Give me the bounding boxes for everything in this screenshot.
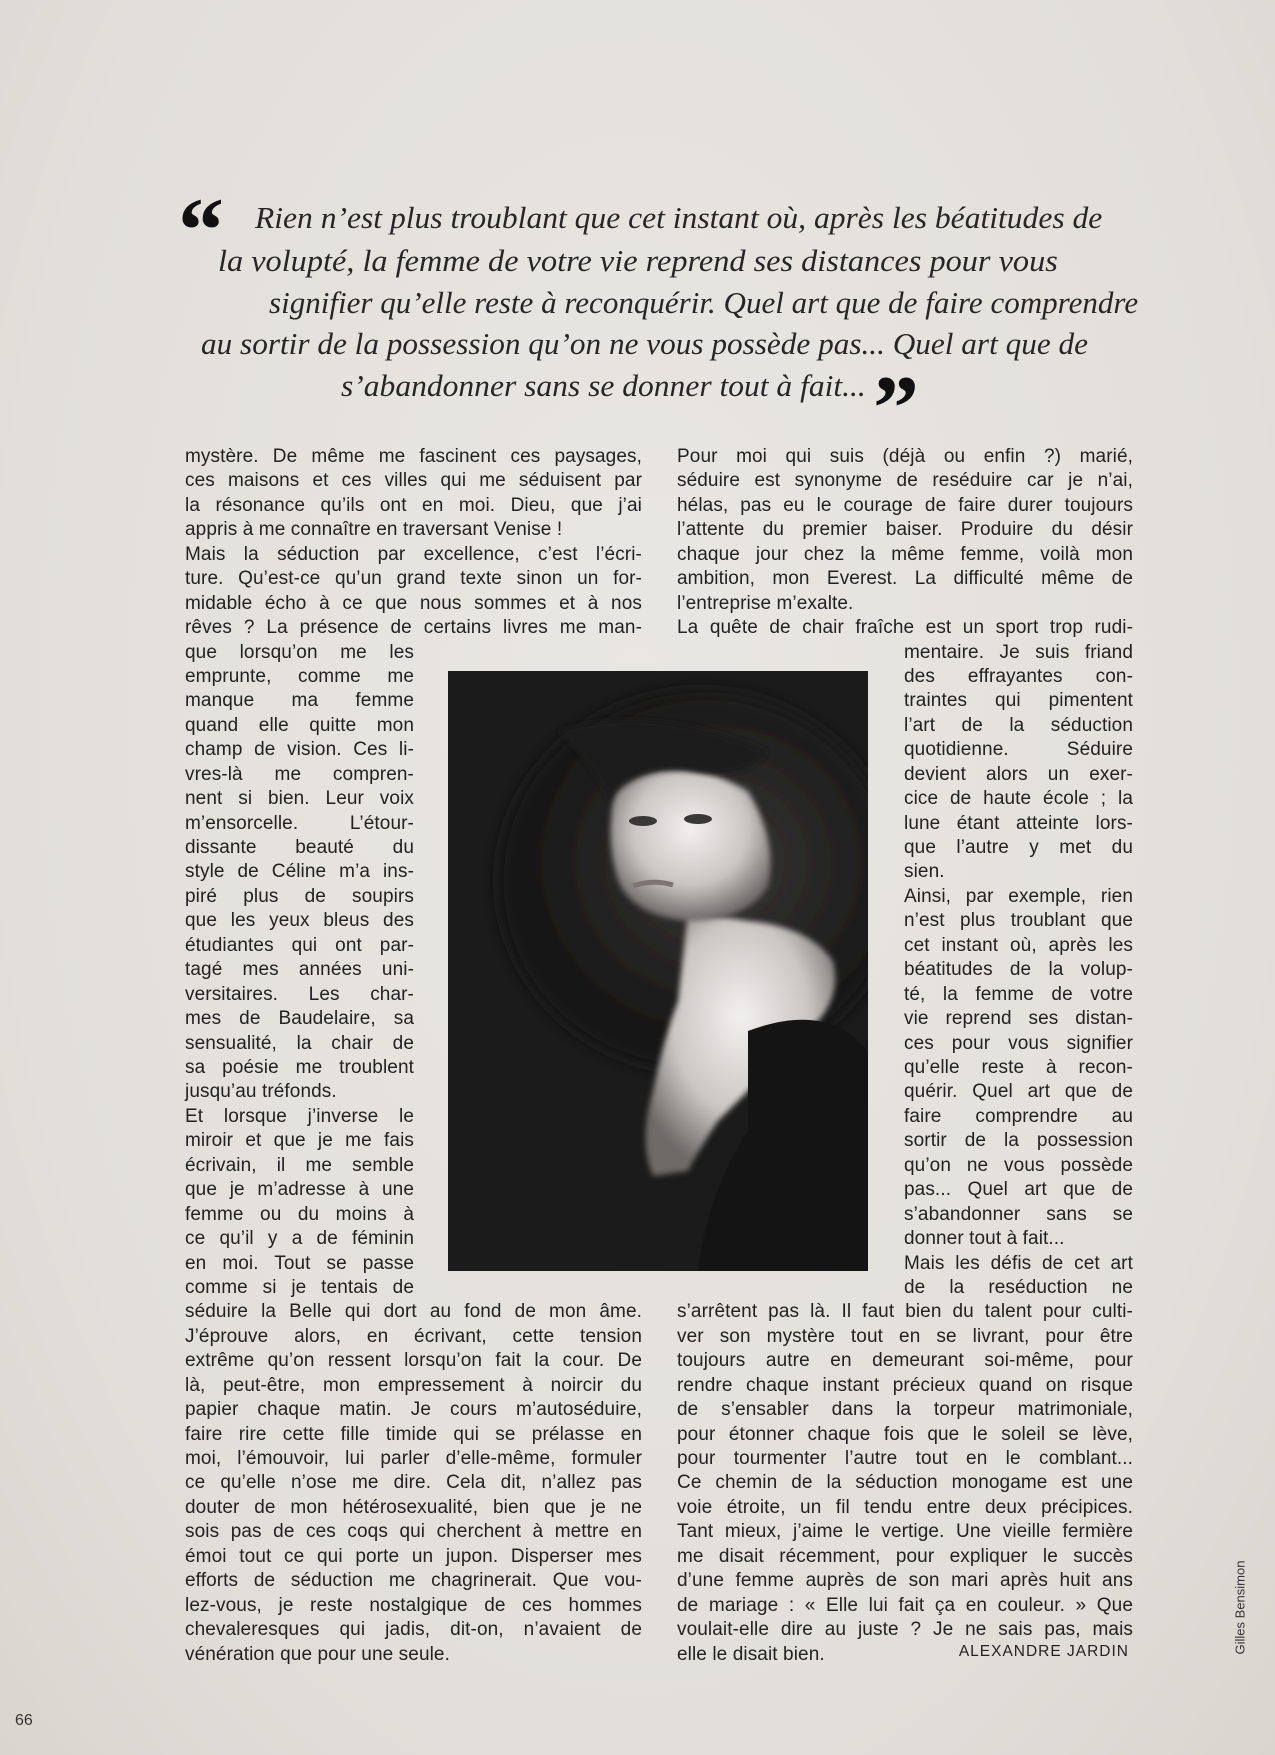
text-line: J’éprouve alors, en écrivant, cette tension <box>185 1325 642 1347</box>
text-line: s’abandonner sans se <box>904 1203 1133 1225</box>
text-line: l’entreprise m’exalte. <box>677 592 854 614</box>
text-line: hélas, pas eu le courage de faire durer toujours <box>677 494 1133 516</box>
text-line: rêves ? La présence de certains livres me man- <box>185 617 642 639</box>
text-line: té, la femme de votre <box>904 983 1133 1005</box>
text-line: champ de vision. Ces li- <box>185 739 414 761</box>
text-line: piré plus de soupirs <box>185 885 414 907</box>
text-line: des effrayantes con- <box>904 665 1133 687</box>
pull-quote-line: au sortir de la possession qu’on ne vous possède pas... Quel art que de <box>201 326 1088 361</box>
text-line: écrivain, il me semble <box>185 1154 414 1176</box>
text-line: n’est plus troublant que <box>904 910 1133 932</box>
text-line: vres-là me compren- <box>185 763 414 785</box>
text-line: en moi. Tout se passe <box>185 1252 414 1274</box>
text-line: l’attente du premier baiser. Produire du désir <box>677 519 1133 541</box>
text-line: pas... Quel art que de <box>904 1179 1133 1201</box>
text-line: m’ensorcelle. L’étour- <box>185 812 414 834</box>
portrait-photo <box>448 671 868 1271</box>
text-line: traintes qui pimentent <box>904 690 1133 712</box>
text-line: appris à me connaître en traversant Venise ! <box>185 519 563 541</box>
text-line: chevaleresques qui jadis, dit-on, n’avaient de <box>185 1619 642 1641</box>
text-line: émoi tout ce qui porte un jupon. Disperser mes <box>185 1545 642 1567</box>
page-number: 66 <box>15 1712 33 1729</box>
text-line: faire rire cette fille timide qui se prélasse en <box>185 1423 642 1445</box>
text-line: que lorsqu’on me les <box>185 641 414 663</box>
text-line: Ainsi, par exemple, rien <box>904 885 1133 907</box>
text-line: Pour moi qui suis (déjà ou enfin ?) marié, <box>677 446 1133 467</box>
text-line: me disait récemment, pour expliquer le succès <box>677 1545 1133 1567</box>
text-line: ce qu’il y a de féminin <box>185 1228 414 1250</box>
text-line: de s’ensabler dans la torpeur matrimoniale, <box>677 1399 1133 1421</box>
text-line: que les yeux bleus des <box>185 910 414 932</box>
text-line: versitaires. Les char- <box>185 983 414 1005</box>
text-line: midable écho à ce que nous sommes et à nos <box>185 592 642 614</box>
text-line: quotidienne. Séduire <box>904 739 1133 761</box>
text-line: séduire la Belle qui dort au fond de mon âme. <box>185 1301 642 1323</box>
text-line: Et lorsque j’inverse le <box>185 1105 414 1127</box>
text-line: extrême qu’on ressent lorsqu’on fait la cour. De <box>185 1350 642 1372</box>
text-line: de la reséduction ne <box>904 1276 1133 1298</box>
text-line: sois pas de ces coqs qui cherchent à mettre en <box>185 1521 642 1543</box>
text-line: cice de haute école ; la <box>904 788 1133 810</box>
text-line: l’art de la séduction <box>904 714 1133 736</box>
text-line: dissante beauté du <box>185 837 414 859</box>
text-line: de mariage : « Elle lui fait ça en couleur. » Que <box>677 1594 1133 1616</box>
text-line: rendre chaque instant précieux quand on risque <box>677 1374 1133 1396</box>
text-line: sortir de la possession <box>904 1130 1133 1152</box>
text-line: lune étant atteinte lors- <box>904 812 1133 834</box>
text-line: ver son mystère tout en se livrant, pour être <box>677 1325 1133 1347</box>
text-line: ces maisons et ces villes qui me séduisent par <box>185 470 642 492</box>
text-line: ture. Qu’est-ce qu’un grand texte sinon un for- <box>185 568 642 590</box>
text-line: manque ma femme <box>185 690 414 712</box>
text-line: sien. <box>904 861 945 883</box>
text-line: qu’on ne vous possède <box>904 1154 1133 1176</box>
text-line: étudiantes qui ont par- <box>185 934 414 956</box>
text-line: cet instant où, après les <box>904 934 1133 956</box>
close-quote-mark: ” <box>873 357 919 459</box>
pull-quote-line: la volupté, la femme de votre vie reprend ses distances pour vous <box>218 243 1058 278</box>
text-line: voulait-elle dire au juste ? Je ne sais pas, mais <box>677 1619 1133 1641</box>
text-line: devient alors un exer- <box>904 763 1133 785</box>
text-line: nent si bien. Leur voix <box>185 788 414 810</box>
text-line: vénération que pour une seule. <box>185 1643 450 1665</box>
pull-quote-line: s’abandonner sans se donner tout à fait... <box>341 368 866 403</box>
text-line: d’une femme auprès de son mari après huit ans <box>677 1570 1133 1592</box>
text-line: que l’autre y met du <box>904 837 1133 859</box>
text-line: sa poésie me troublent <box>185 1057 414 1078</box>
text-line: pour étonner chaque fois que le soleil se lève, <box>677 1423 1133 1445</box>
text-line: voie étroite, un fil tendu entre deux précipices. <box>677 1496 1133 1518</box>
text-line: quérir. Quel art que de <box>904 1081 1133 1103</box>
text-line: emprunte, comme me <box>185 665 414 687</box>
text-line: vie reprend ses distan- <box>904 1008 1133 1030</box>
text-line: douter de mon hétérosexualité, bien que je ne <box>185 1496 642 1518</box>
pull-quote-line: Rien n’est plus troublant que cet instant où, après les béatitudes de <box>255 200 1103 235</box>
text-line: faire comprendre au <box>904 1105 1133 1127</box>
text-line: mes de Baudelaire, sa <box>185 1008 414 1030</box>
text-line: sensualité, la chair de <box>185 1032 414 1054</box>
photo-credit: Gilles Bensimon <box>1232 1560 1248 1655</box>
text-line: lez-vous, je reste nostalgique de ces hommes <box>185 1594 642 1616</box>
text-line: s’arrêtent pas là. Il faut bien du talent pour culti- <box>677 1301 1133 1323</box>
text-line: béatitudes de la volup- <box>904 959 1133 981</box>
text-line: mentaire. Je suis friand <box>904 641 1133 663</box>
text-line: elle le disait bien. <box>677 1643 825 1665</box>
text-line: style de Céline m’a ins- <box>185 861 414 883</box>
text-line: Tant mieux, j’aime le vertige. Une vieille fermière <box>677 1521 1133 1543</box>
text-line: jusqu’au tréfonds. <box>185 1081 337 1103</box>
text-line: tagé mes années uni- <box>185 959 414 981</box>
text-line: femme ou du moins à <box>185 1203 414 1225</box>
text-line: Mais la séduction par excellence, c’est l’écri- <box>185 543 642 565</box>
portrait-image <box>448 671 868 1271</box>
text-line: miroir et que je me fais <box>185 1130 414 1152</box>
text-line: la résonance qu’ils ont en moi. Dieu, que j’ai <box>185 494 642 516</box>
text-line: que je m’adresse à une <box>185 1179 414 1201</box>
open-quote-mark: “ <box>178 179 224 281</box>
text-line: La quête de chair fraîche est un sport trop rudi- <box>677 617 1133 639</box>
pull-quote-line: signifier qu’elle reste à reconquérir. Quel art que de faire comprendre <box>269 285 1139 320</box>
text-line: pour tourmenter l’autre tout en le comblant... <box>677 1448 1133 1470</box>
text-line: papier chaque matin. Je cours m’autoséduire, <box>185 1399 642 1421</box>
text-line: qu’elle reste à recon- <box>904 1057 1133 1078</box>
text-line: là, peut-être, mon empressement à noircir du <box>185 1374 642 1396</box>
text-line: chaque jour chez la même femme, voilà mon <box>677 543 1133 565</box>
text-line: Mais les défis de cet art <box>904 1252 1133 1274</box>
text-line: moi, l’émouvoir, lui parler d’elle-même, formuler <box>185 1448 642 1470</box>
text-line: quand elle quitte mon <box>185 714 414 736</box>
text-line: comme si je tentais de <box>185 1276 414 1298</box>
text-line: efforts de séduction me chagrinerait. Que vou- <box>185 1570 642 1592</box>
text-line: ambition, mon Everest. La difficulté même de <box>677 568 1133 590</box>
text-line: donner tout à fait... <box>904 1228 1065 1250</box>
author-signature: ALEXANDRE JARDIN <box>958 1643 1129 1660</box>
text-line: séduire est synonyme de reséduire car je n’ai, <box>677 470 1133 492</box>
text-line: Ce chemin de la séduction monogame est une <box>677 1472 1133 1494</box>
text-line: ce qu’elle n’ose me dire. Cela dit, n’allez pas <box>185 1472 642 1494</box>
text-line: ces pour vous signifier <box>904 1032 1133 1054</box>
text-line: toujours autre en demeurant soi-même, pour <box>677 1350 1133 1372</box>
text-line: mystère. De même me fascinent ces paysages, <box>185 446 642 467</box>
